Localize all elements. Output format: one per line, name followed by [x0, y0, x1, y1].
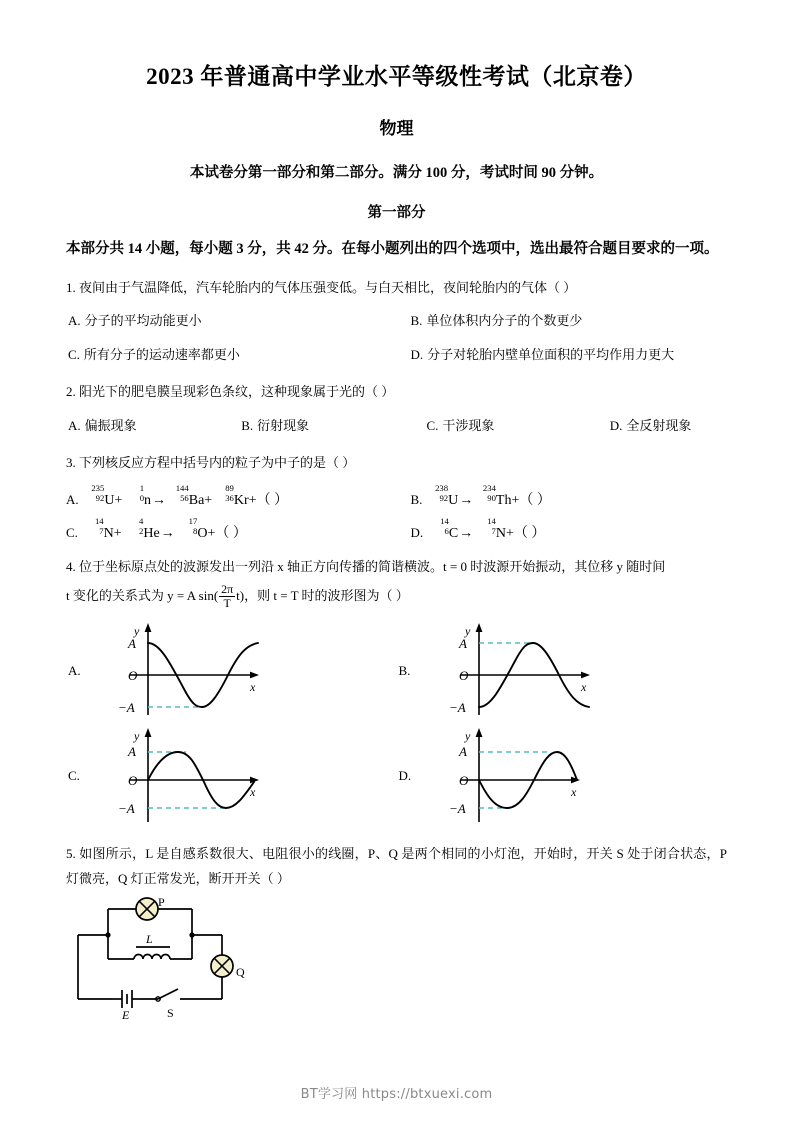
question-1-options-row-1	[66, 300, 727, 334]
section-instruction: 本部分共 14 小题，每小题 3 分，共 42 分。在每小题列出的四个选项中，选出最符合题目要求的一项。	[66, 240, 719, 257]
figure-a-axis-y: y	[134, 623, 140, 638]
figure-c-axis-x: x	[250, 784, 256, 799]
option-3d-equation: 14 6 C→ 14 7 N+（ ）	[440, 516, 546, 541]
question-5-figure	[66, 891, 727, 1027]
figure-option-b[interactable]	[397, 619, 728, 724]
figure-a-letter: A.	[68, 663, 81, 679]
figure-d-label-negA: −A	[448, 800, 466, 816]
circuit-diagram	[70, 897, 290, 1022]
option-1d[interactable]	[397, 343, 728, 368]
option-2d-letter: D.	[609, 417, 623, 433]
figure-option-d[interactable]	[397, 724, 728, 829]
subject-title: 物理	[379, 118, 414, 138]
fraction-numerator: 2π	[221, 581, 234, 596]
question-4-fraction	[219, 583, 235, 610]
wave-row-2	[66, 724, 727, 829]
wave-graph-c	[92, 724, 292, 829]
question-3-stem: 3. 下列核反应方程中括号内的粒子为中子的是（ ）	[66, 455, 356, 471]
figure-c-axis-y: y	[134, 728, 140, 743]
question-1-stem: 1. 夜间由于气温降低，汽车轮胎内的气体压强变低。与白天相比，夜间轮胎内的气体（ ）	[66, 279, 577, 295]
option-3a[interactable]	[66, 483, 397, 509]
question-4	[66, 542, 727, 829]
option-3c-letter: C.	[66, 524, 78, 540]
lamp-p-label: P	[158, 897, 165, 910]
figure-option-a[interactable]	[66, 619, 397, 724]
option-1c-text: 所有分子的运动速率都更小	[83, 346, 240, 362]
option-2a[interactable]	[66, 414, 231, 439]
figure-c-label-O: O	[128, 772, 138, 788]
option-3d[interactable]	[397, 516, 728, 542]
wave-row-1	[66, 619, 727, 724]
option-2d-text: 全反射现象	[626, 417, 692, 433]
question-2-options-row	[66, 405, 727, 439]
junction-dot-left	[105, 933, 110, 938]
option-1a-letter: A.	[68, 313, 81, 329]
option-2d[interactable]	[562, 414, 727, 439]
option-1b-text: 单位体积内分子的个数更少	[426, 313, 583, 329]
option-3d-letter: D.	[410, 524, 424, 540]
page-title: 2023 年普通高中学业水平等级性考试（北京卷）	[146, 64, 647, 89]
fraction-denominator: T	[223, 595, 231, 610]
question-4-stem-line1: 4. 位于坐标原点处的波源发出一列沿 x 轴正方向传播的简谐横波。t = 0 时波源开始振动，其位移 y 随时间	[66, 558, 666, 574]
option-1d-text: 分子对轮胎内壁单位面积的平均作用力更大	[427, 346, 675, 362]
figure-d-label-O: O	[458, 772, 468, 788]
footer-watermark: BT学习网 https://btxuexi.com	[300, 1087, 493, 1102]
figure-d-axis-y: y	[464, 728, 470, 743]
figure-c-label-A: A	[128, 743, 136, 759]
wave-graph-a	[92, 619, 292, 724]
option-1b[interactable]	[397, 309, 728, 334]
option-1b-letter: B.	[410, 313, 423, 329]
question-2	[66, 367, 727, 438]
option-3b-equation: 238 92 U→ 234 90 Th+（ ）	[435, 483, 551, 508]
figure-b-label-negA: −A	[448, 699, 466, 715]
switch-label: S	[167, 1006, 174, 1021]
question-5	[66, 829, 727, 1028]
question-4-formula-post: t)，则 t = T 时的波形图为（ ）	[236, 588, 409, 604]
option-3a-letter: A.	[66, 491, 79, 507]
figure-a-label-negA: −A	[118, 699, 135, 715]
option-1a-text: 分子的平均动能更小	[84, 313, 202, 329]
figure-b-label-A: A	[458, 635, 467, 651]
question-4-figures	[66, 611, 727, 829]
question-3-equations-row-1	[66, 476, 727, 509]
figure-d-axis-x: x	[570, 784, 576, 799]
question-3	[66, 438, 727, 541]
question-5-stem: 5. 如图所示，L 是自感系数很大、电阻很小的线圈，P、Q 是两个相同的小灯泡，开始时，开关 S 处于闭合状态，P 灯微亮，Q 灯正常发光，断开开关（ ）	[66, 845, 727, 886]
wave-graph-d	[423, 724, 623, 829]
option-2b[interactable]	[231, 414, 396, 439]
option-1c[interactable]	[66, 343, 397, 368]
lamp-q-label: Q	[236, 965, 245, 980]
option-2c-letter: C.	[426, 417, 439, 433]
junction-dot-right	[189, 933, 194, 938]
section-title: 第一部分	[367, 204, 426, 221]
option-3c-equation: 14 7 N+ 4 2 He→ 17 8 O+（ ）	[94, 516, 247, 541]
option-2b-letter: B.	[241, 417, 254, 433]
figure-a-label-A: A	[128, 635, 136, 651]
figure-c-letter: C.	[68, 768, 80, 784]
wave-graph-b	[423, 619, 623, 724]
battery-label: E	[122, 1008, 130, 1023]
figure-option-c[interactable]	[66, 724, 397, 829]
option-2b-text: 衍射现象	[257, 417, 310, 433]
figure-d-label-A: A	[458, 743, 467, 759]
figure-a-label-O: O	[128, 667, 138, 683]
figure-a-axis-x: x	[250, 679, 256, 694]
option-2c-text: 干涉现象	[442, 417, 495, 433]
option-2a-letter: A.	[68, 417, 81, 433]
option-1c-letter: C.	[68, 346, 80, 362]
question-4-formula-pre: t 变化的关系式为 y = A sin(	[66, 588, 219, 604]
option-1d-letter: D.	[410, 346, 424, 362]
figure-b-label-O: O	[458, 667, 468, 683]
exam-note: 本试卷分第一部分和第二部分。满分 100 分，考试时间 90 分钟。	[189, 164, 604, 181]
option-3b-letter: B.	[410, 491, 423, 507]
inductor-label: L	[146, 932, 153, 947]
lamp-q-symbol	[211, 955, 233, 977]
question-3-equations-row-2	[66, 509, 727, 542]
option-1a[interactable]	[66, 309, 397, 334]
figure-d-letter: D.	[398, 768, 412, 784]
figure-b-axis-y: y	[464, 623, 470, 638]
option-2a-text: 偏振现象	[84, 417, 137, 433]
option-2c[interactable]	[397, 414, 562, 439]
question-2-stem: 2. 阳光下的肥皂膜呈现彩色条纹，这种现象属于光的（ ）	[66, 384, 395, 400]
lamp-p-symbol	[136, 898, 158, 920]
option-3c[interactable]	[66, 516, 397, 542]
figure-c-label-negA: −A	[118, 800, 135, 816]
question-4-stem-line2	[66, 579, 727, 610]
option-3b[interactable]	[397, 483, 728, 509]
question-1	[66, 263, 727, 368]
option-3a-equation: 235 92 U+ 1 0 n→ 144 56 Ba+ 89 36 Kr+（ ）	[91, 483, 289, 508]
figure-b-axis-x: x	[580, 679, 586, 694]
figure-b-letter: B.	[398, 663, 411, 679]
question-1-options-row-2	[66, 334, 727, 368]
